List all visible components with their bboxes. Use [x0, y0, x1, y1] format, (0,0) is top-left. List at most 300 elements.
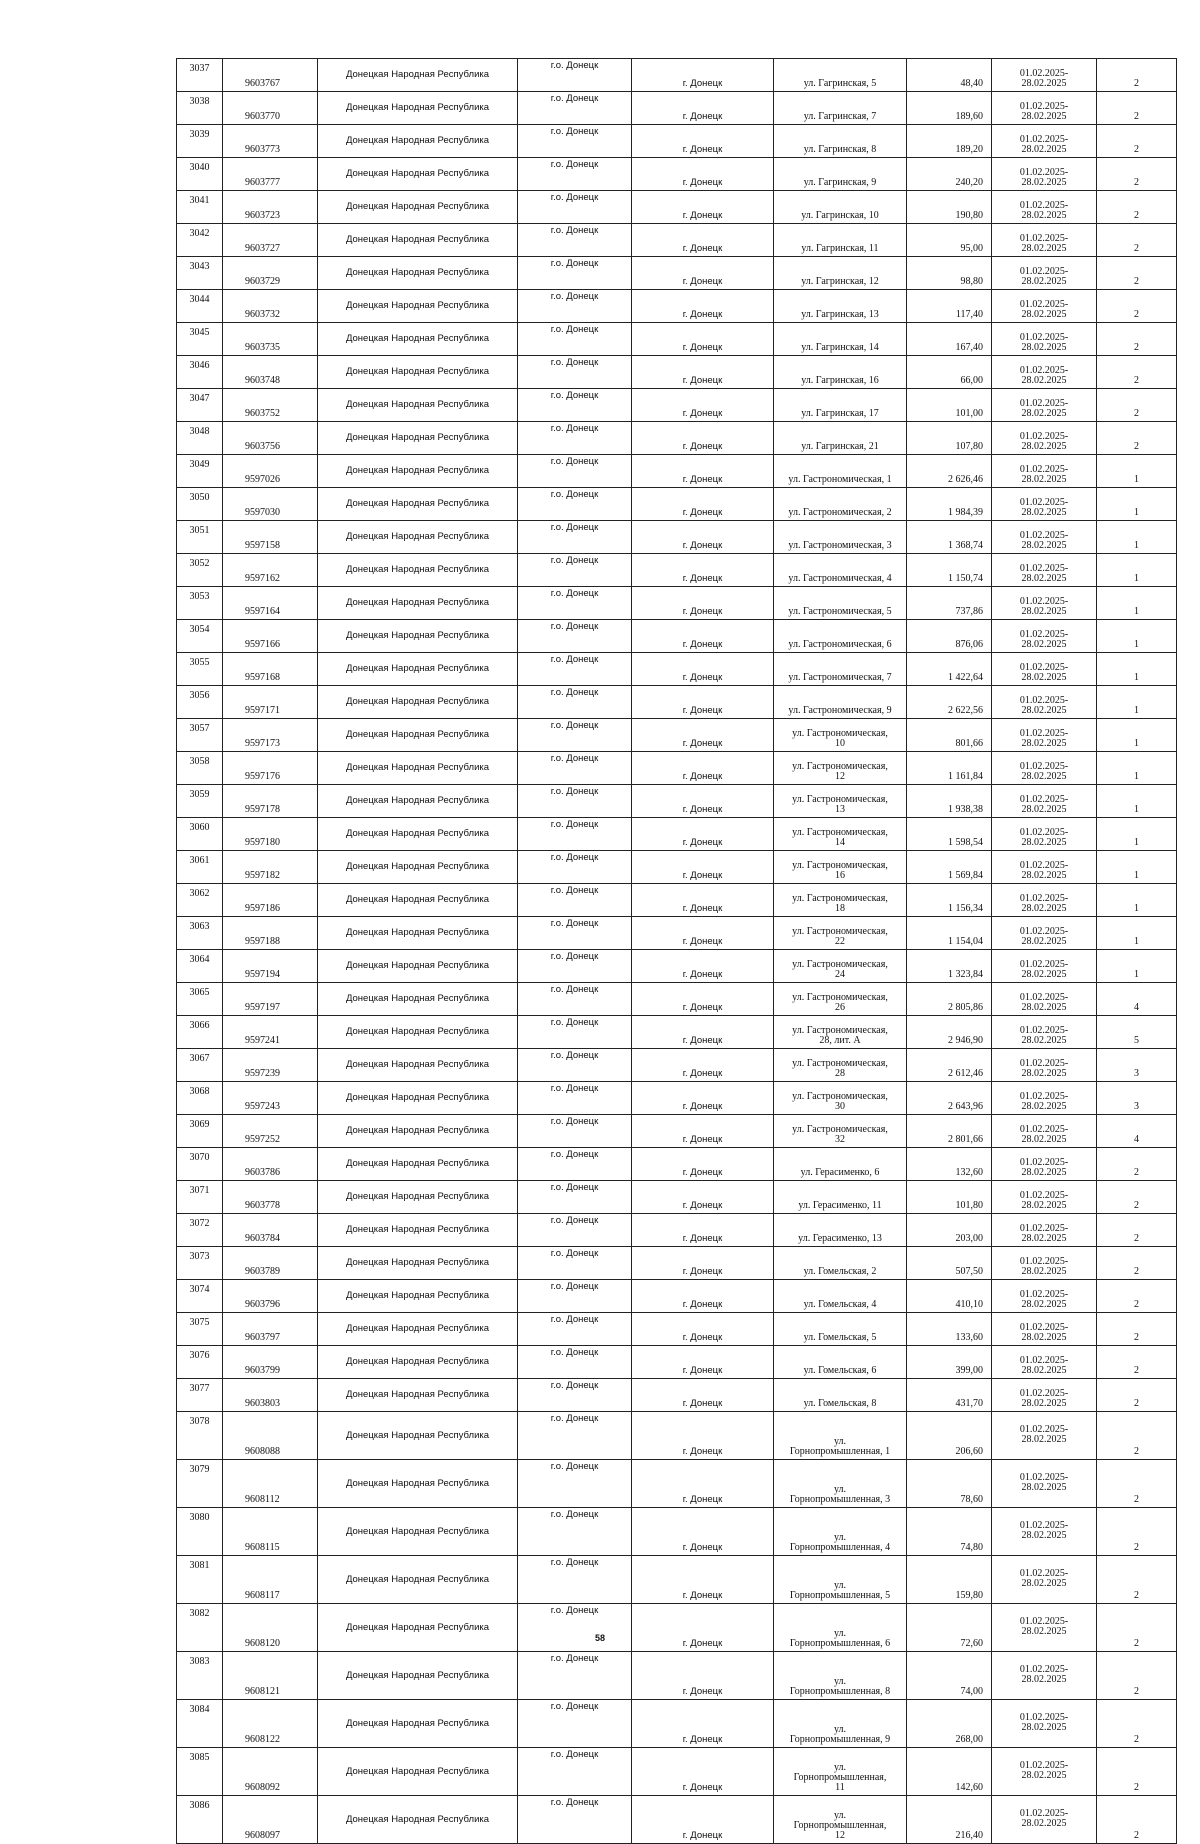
- type-code: 1: [1097, 587, 1177, 620]
- district-name: г.о. Донецк: [518, 1652, 632, 1700]
- object-code: 9597178: [223, 785, 318, 818]
- area-value: 240,20: [907, 158, 992, 191]
- row-number: 3081: [177, 1556, 223, 1604]
- street-address: ул. Гастрономическая, 12: [774, 752, 907, 785]
- city-name: г. Донецк: [632, 1214, 774, 1247]
- table-row: [177, 1016, 1177, 1049]
- district-name: г.о. Донецк: [518, 1280, 632, 1313]
- city-name: г. Донецк: [632, 1556, 774, 1604]
- district-name: г.о. Донецк: [518, 488, 632, 521]
- area-value: 95,00: [907, 224, 992, 257]
- table-row: [177, 1412, 1177, 1460]
- row-number: 3042: [177, 224, 223, 257]
- street-address: ул. Гастрономическая, 28: [774, 1049, 907, 1082]
- period-range: 01.02.2025- 28.02.2025: [992, 125, 1097, 158]
- city-name: г. Донецк: [632, 389, 774, 422]
- city-name: г. Донецк: [632, 917, 774, 950]
- region-name: Донецкая Народная Республика: [318, 356, 518, 389]
- table-row: [177, 686, 1177, 719]
- street-address: ул. Гомельская, 6: [774, 1346, 907, 1379]
- street-address: ул. Гомельская, 4: [774, 1280, 907, 1313]
- type-code: 2: [1097, 257, 1177, 290]
- object-code: 9603786: [223, 1148, 318, 1181]
- region-name: Донецкая Народная Республика: [318, 92, 518, 125]
- region-name: Донецкая Народная Республика: [318, 1652, 518, 1700]
- period-range: 01.02.2025- 28.02.2025: [992, 884, 1097, 917]
- region-name: Донецкая Народная Республика: [318, 983, 518, 1016]
- region-name: Донецкая Народная Республика: [318, 587, 518, 620]
- table-row: [177, 455, 1177, 488]
- row-number: 3066: [177, 1016, 223, 1049]
- city-name: г. Донецк: [632, 455, 774, 488]
- street-address: ул. Гагринская, 21: [774, 422, 907, 455]
- row-number: 3062: [177, 884, 223, 917]
- table-row: [177, 1556, 1177, 1604]
- region-name: Донецкая Народная Республика: [318, 422, 518, 455]
- street-address: ул. Гагринская, 16: [774, 356, 907, 389]
- object-code: 9603789: [223, 1247, 318, 1280]
- district-name: г.о. Донецк: [518, 950, 632, 983]
- area-value: 1 150,74: [907, 554, 992, 587]
- street-address: ул. Гагринская, 10: [774, 191, 907, 224]
- type-code: 2: [1097, 290, 1177, 323]
- object-code: 9597164: [223, 587, 318, 620]
- row-number: 3061: [177, 851, 223, 884]
- type-code: 2: [1097, 1313, 1177, 1346]
- city-name: г. Донецк: [632, 1280, 774, 1313]
- area-value: 268,00: [907, 1700, 992, 1748]
- region-name: Донецкая Народная Республика: [318, 125, 518, 158]
- region-name: Донецкая Народная Республика: [318, 1016, 518, 1049]
- period-range: 01.02.2025- 28.02.2025: [992, 1379, 1097, 1412]
- street-address: ул. Гастрономическая, 30: [774, 1082, 907, 1115]
- area-value: 431,70: [907, 1379, 992, 1412]
- period-range: 01.02.2025- 28.02.2025: [992, 1247, 1097, 1280]
- table-row: [177, 1796, 1177, 1844]
- district-name: г.о. Донецк: [518, 1181, 632, 1214]
- street-address: ул. Горнопромышленная, 4: [774, 1508, 907, 1556]
- object-code: 9603778: [223, 1181, 318, 1214]
- district-name: г.о. Донецк: [518, 257, 632, 290]
- street-address: ул. Гомельская, 5: [774, 1313, 907, 1346]
- type-code: 4: [1097, 983, 1177, 1016]
- type-code: 2: [1097, 1748, 1177, 1796]
- object-code: 9597241: [223, 1016, 318, 1049]
- city-name: г. Донецк: [632, 620, 774, 653]
- table-row: [177, 1604, 1177, 1652]
- city-name: г. Донецк: [632, 1796, 774, 1844]
- period-range: 01.02.2025- 28.02.2025: [992, 1016, 1097, 1049]
- street-address: ул. Горнопромышленная, 3: [774, 1460, 907, 1508]
- type-code: 1: [1097, 851, 1177, 884]
- type-code: 2: [1097, 158, 1177, 191]
- area-value: 98,80: [907, 257, 992, 290]
- period-range: 01.02.2025- 28.02.2025: [992, 1346, 1097, 1379]
- region-name: Донецкая Народная Республика: [318, 1379, 518, 1412]
- object-code: 9603797: [223, 1313, 318, 1346]
- type-code: 2: [1097, 389, 1177, 422]
- row-number: 3058: [177, 752, 223, 785]
- city-name: г. Донецк: [632, 785, 774, 818]
- object-code: 9597194: [223, 950, 318, 983]
- region-name: Донецкая Народная Республика: [318, 1280, 518, 1313]
- row-number: 3056: [177, 686, 223, 719]
- area-value: 876,06: [907, 620, 992, 653]
- type-code: 1: [1097, 884, 1177, 917]
- district-name: г.о. Донецк: [518, 1556, 632, 1604]
- street-address: ул. Гомельская, 8: [774, 1379, 907, 1412]
- area-value: 107,80: [907, 422, 992, 455]
- city-name: г. Донецк: [632, 1049, 774, 1082]
- period-range: 01.02.2025- 28.02.2025: [992, 1748, 1097, 1796]
- table-row: [177, 1379, 1177, 1412]
- region-name: Донецкая Народная Республика: [318, 1346, 518, 1379]
- city-name: г. Донецк: [632, 950, 774, 983]
- table-row: [177, 1247, 1177, 1280]
- district-name: г.о. Донецк: [518, 1700, 632, 1748]
- street-address: ул. Горнопромышленная, 11: [774, 1748, 907, 1796]
- region-name: Донецкая Народная Республика: [318, 488, 518, 521]
- period-range: 01.02.2025- 28.02.2025: [992, 158, 1097, 191]
- region-name: Донецкая Народная Республика: [318, 191, 518, 224]
- row-number: 3049: [177, 455, 223, 488]
- region-name: Донецкая Народная Республика: [318, 1148, 518, 1181]
- object-code: 9608088: [223, 1412, 318, 1460]
- page-number: 58: [594, 1633, 605, 1643]
- type-code: 1: [1097, 752, 1177, 785]
- area-value: 2 612,46: [907, 1049, 992, 1082]
- region-name: Донецкая Народная Республика: [318, 1214, 518, 1247]
- district-name: г.о. Донецк: [518, 1016, 632, 1049]
- row-number: 3054: [177, 620, 223, 653]
- city-name: г. Донецк: [632, 1748, 774, 1796]
- street-address: ул. Гастрономическая, 4: [774, 554, 907, 587]
- period-range: 01.02.2025- 28.02.2025: [992, 1082, 1097, 1115]
- type-code: 1: [1097, 620, 1177, 653]
- city-name: г. Донецк: [632, 191, 774, 224]
- city-name: г. Донецк: [632, 1313, 774, 1346]
- region-name: Донецкая Народная Республика: [318, 1508, 518, 1556]
- area-value: 410,10: [907, 1280, 992, 1313]
- district-name: г.о. Донецк: [518, 1313, 632, 1346]
- area-value: 117,40: [907, 290, 992, 323]
- type-code: 2: [1097, 224, 1177, 257]
- period-range: 01.02.2025- 28.02.2025: [992, 686, 1097, 719]
- district-name: г.о. Донецк: [518, 752, 632, 785]
- area-value: 507,50: [907, 1247, 992, 1280]
- city-name: г. Донецк: [632, 356, 774, 389]
- district-name: г.о. Донецк: [518, 851, 632, 884]
- row-number: 3048: [177, 422, 223, 455]
- area-value: 101,00: [907, 389, 992, 422]
- city-name: г. Донецк: [632, 1016, 774, 1049]
- row-number: 3069: [177, 1115, 223, 1148]
- street-address: ул. Герасименко, 13: [774, 1214, 907, 1247]
- city-name: г. Донецк: [632, 587, 774, 620]
- city-name: г. Донецк: [632, 1115, 774, 1148]
- city-name: г. Донецк: [632, 290, 774, 323]
- object-code: 9603767: [223, 59, 318, 92]
- row-number: 3059: [177, 785, 223, 818]
- table-row: [177, 1346, 1177, 1379]
- district-name: г.о. Донецк: [518, 92, 632, 125]
- street-address: ул. Гагринская, 5: [774, 59, 907, 92]
- area-value: 399,00: [907, 1346, 992, 1379]
- region-name: Донецкая Народная Республика: [318, 521, 518, 554]
- area-value: 1 156,34: [907, 884, 992, 917]
- city-name: г. Донецк: [632, 1412, 774, 1460]
- table-row: [177, 1115, 1177, 1148]
- period-range: 01.02.2025- 28.02.2025: [992, 1556, 1097, 1604]
- city-name: г. Донецк: [632, 1652, 774, 1700]
- period-range: 01.02.2025- 28.02.2025: [992, 752, 1097, 785]
- street-address: ул. Гагринская, 9: [774, 158, 907, 191]
- object-code: 9597180: [223, 818, 318, 851]
- row-number: 3083: [177, 1652, 223, 1700]
- row-number: 3070: [177, 1148, 223, 1181]
- object-code: 9603773: [223, 125, 318, 158]
- city-name: г. Донецк: [632, 884, 774, 917]
- city-name: г. Донецк: [632, 1460, 774, 1508]
- period-range: 01.02.2025- 28.02.2025: [992, 983, 1097, 1016]
- district-name: г.о. Донецк: [518, 1412, 632, 1460]
- period-range: 01.02.2025- 28.02.2025: [992, 1508, 1097, 1556]
- street-address: ул. Гастрономическая, 18: [774, 884, 907, 917]
- district-name: г.о. Донецк: [518, 422, 632, 455]
- area-value: 74,00: [907, 1652, 992, 1700]
- city-name: г. Донецк: [632, 323, 774, 356]
- table-row: [177, 653, 1177, 686]
- object-code: 9597197: [223, 983, 318, 1016]
- table-row: [177, 290, 1177, 323]
- object-code: 9597188: [223, 917, 318, 950]
- table-row: [177, 1214, 1177, 1247]
- period-range: 01.02.2025- 28.02.2025: [992, 224, 1097, 257]
- region-name: Донецкая Народная Республика: [318, 1247, 518, 1280]
- district-name: г.о. Донецк: [518, 917, 632, 950]
- row-number: 3038: [177, 92, 223, 125]
- type-code: 1: [1097, 686, 1177, 719]
- period-range: 01.02.2025- 28.02.2025: [992, 1181, 1097, 1214]
- table-row: [177, 1508, 1177, 1556]
- area-value: 189,60: [907, 92, 992, 125]
- object-code: 9608097: [223, 1796, 318, 1844]
- row-number: 3065: [177, 983, 223, 1016]
- region-name: Донецкая Народная Республика: [318, 851, 518, 884]
- object-code: 9608115: [223, 1508, 318, 1556]
- district-name: г.о. Донецк: [518, 224, 632, 257]
- region-name: Донецкая Народная Республика: [318, 158, 518, 191]
- area-value: 1 569,84: [907, 851, 992, 884]
- object-code: 9608122: [223, 1700, 318, 1748]
- table-row: [177, 1280, 1177, 1313]
- area-value: 190,80: [907, 191, 992, 224]
- object-code: 9603732: [223, 290, 318, 323]
- district-name: г.о. Донецк: [518, 1247, 632, 1280]
- type-code: 3: [1097, 1049, 1177, 1082]
- region-name: Донецкая Народная Республика: [318, 257, 518, 290]
- city-name: г. Донецк: [632, 59, 774, 92]
- street-address: ул. Горнопромышленная, 12: [774, 1796, 907, 1844]
- district-name: г.о. Донецк: [518, 1148, 632, 1181]
- region-name: Донецкая Народная Республика: [318, 1748, 518, 1796]
- street-address: ул. Горнопромышленная, 5: [774, 1556, 907, 1604]
- area-value: 2 805,86: [907, 983, 992, 1016]
- object-code: 9608120: [223, 1604, 318, 1652]
- district-name: г.о. Донецк: [518, 1214, 632, 1247]
- type-code: 2: [1097, 59, 1177, 92]
- area-value: 1 598,54: [907, 818, 992, 851]
- object-code: 9603729: [223, 257, 318, 290]
- object-code: 9603803: [223, 1379, 318, 1412]
- registry-table: [176, 58, 1177, 1844]
- street-address: ул. Гагринская, 14: [774, 323, 907, 356]
- period-range: 01.02.2025- 28.02.2025: [992, 1700, 1097, 1748]
- row-number: 3050: [177, 488, 223, 521]
- object-code: 9597243: [223, 1082, 318, 1115]
- area-value: 1 161,84: [907, 752, 992, 785]
- table-row: [177, 818, 1177, 851]
- street-address: ул. Гагринская, 12: [774, 257, 907, 290]
- city-name: г. Донецк: [632, 752, 774, 785]
- table-row: [177, 917, 1177, 950]
- table-row: [177, 125, 1177, 158]
- district-name: г.о. Донецк: [518, 59, 632, 92]
- region-name: Донецкая Народная Республика: [318, 752, 518, 785]
- city-name: г. Донецк: [632, 488, 774, 521]
- period-range: 01.02.2025- 28.02.2025: [992, 719, 1097, 752]
- row-number: 3085: [177, 1748, 223, 1796]
- city-name: г. Донецк: [632, 1379, 774, 1412]
- type-code: 5: [1097, 1016, 1177, 1049]
- object-code: 9603752: [223, 389, 318, 422]
- street-address: ул. Герасименко, 11: [774, 1181, 907, 1214]
- region-name: Донецкая Народная Республика: [318, 1556, 518, 1604]
- street-address: ул. Гастрономическая, 16: [774, 851, 907, 884]
- period-range: 01.02.2025- 28.02.2025: [992, 917, 1097, 950]
- street-address: ул. Гастрономическая, 24: [774, 950, 907, 983]
- row-number: 3067: [177, 1049, 223, 1082]
- region-name: Донецкая Народная Республика: [318, 719, 518, 752]
- row-number: 3047: [177, 389, 223, 422]
- table-row: [177, 1049, 1177, 1082]
- period-range: 01.02.2025- 28.02.2025: [992, 653, 1097, 686]
- table-row: [177, 851, 1177, 884]
- type-code: 1: [1097, 455, 1177, 488]
- city-name: г. Донецк: [632, 92, 774, 125]
- area-value: 78,60: [907, 1460, 992, 1508]
- period-range: 01.02.2025- 28.02.2025: [992, 59, 1097, 92]
- district-name: г.о. Донецк: [518, 125, 632, 158]
- city-name: г. Донецк: [632, 653, 774, 686]
- city-name: г. Донецк: [632, 1604, 774, 1652]
- row-number: 3052: [177, 554, 223, 587]
- district-name: г.о. Донецк: [518, 1049, 632, 1082]
- type-code: 2: [1097, 125, 1177, 158]
- type-code: 2: [1097, 92, 1177, 125]
- street-address: ул. Гагринская, 17: [774, 389, 907, 422]
- district-name: г.о. Донецк: [518, 620, 632, 653]
- table-row: [177, 158, 1177, 191]
- region-name: Донецкая Народная Республика: [318, 884, 518, 917]
- object-code: 9597173: [223, 719, 318, 752]
- region-name: Донецкая Народная Республика: [318, 1181, 518, 1214]
- street-address: ул. Гастрономическая, 10: [774, 719, 907, 752]
- row-number: 3055: [177, 653, 223, 686]
- period-range: 01.02.2025- 28.02.2025: [992, 356, 1097, 389]
- period-range: 01.02.2025- 28.02.2025: [992, 1604, 1097, 1652]
- object-code: 9597026: [223, 455, 318, 488]
- type-code: 2: [1097, 1412, 1177, 1460]
- type-code: 1: [1097, 785, 1177, 818]
- row-number: 3041: [177, 191, 223, 224]
- city-name: г. Донецк: [632, 158, 774, 191]
- area-value: 66,00: [907, 356, 992, 389]
- table-row: [177, 1748, 1177, 1796]
- row-number: 3057: [177, 719, 223, 752]
- table-row: [177, 1148, 1177, 1181]
- period-range: 01.02.2025- 28.02.2025: [992, 488, 1097, 521]
- type-code: 1: [1097, 488, 1177, 521]
- row-number: 3078: [177, 1412, 223, 1460]
- region-name: Донецкая Народная Республика: [318, 818, 518, 851]
- district-name: г.о. Донецк: [518, 389, 632, 422]
- area-value: 1 422,64: [907, 653, 992, 686]
- row-number: 3076: [177, 1346, 223, 1379]
- area-value: 737,86: [907, 587, 992, 620]
- area-value: 203,00: [907, 1214, 992, 1247]
- period-range: 01.02.2025- 28.02.2025: [992, 323, 1097, 356]
- row-number: 3084: [177, 1700, 223, 1748]
- table-row: [177, 752, 1177, 785]
- object-code: 9597182: [223, 851, 318, 884]
- type-code: 2: [1097, 1379, 1177, 1412]
- object-code: 9597168: [223, 653, 318, 686]
- region-name: Донецкая Народная Республика: [318, 455, 518, 488]
- type-code: 1: [1097, 950, 1177, 983]
- object-code: 9608092: [223, 1748, 318, 1796]
- type-code: 2: [1097, 1460, 1177, 1508]
- region-name: Донецкая Народная Республика: [318, 1082, 518, 1115]
- table-row: [177, 587, 1177, 620]
- object-code: 9608112: [223, 1460, 318, 1508]
- period-range: 01.02.2025- 28.02.2025: [992, 92, 1097, 125]
- area-value: 2 801,66: [907, 1115, 992, 1148]
- row-number: 3039: [177, 125, 223, 158]
- district-name: г.о. Донецк: [518, 1508, 632, 1556]
- area-value: 159,80: [907, 1556, 992, 1604]
- period-range: 01.02.2025- 28.02.2025: [992, 587, 1097, 620]
- region-name: Донецкая Народная Республика: [318, 785, 518, 818]
- row-number: 3053: [177, 587, 223, 620]
- row-number: 3075: [177, 1313, 223, 1346]
- type-code: 2: [1097, 356, 1177, 389]
- object-code: 9608117: [223, 1556, 318, 1604]
- row-number: 3045: [177, 323, 223, 356]
- period-range: 01.02.2025- 28.02.2025: [992, 785, 1097, 818]
- type-code: 2: [1097, 422, 1177, 455]
- type-code: 2: [1097, 1214, 1177, 1247]
- district-name: г.о. Донецк: [518, 818, 632, 851]
- city-name: г. Донецк: [632, 224, 774, 257]
- period-range: 01.02.2025- 28.02.2025: [992, 851, 1097, 884]
- object-code: 9597239: [223, 1049, 318, 1082]
- object-code: 9603735: [223, 323, 318, 356]
- district-name: г.о. Донецк: [518, 1346, 632, 1379]
- period-range: 01.02.2025- 28.02.2025: [992, 191, 1097, 224]
- area-value: 74,80: [907, 1508, 992, 1556]
- type-code: 2: [1097, 1148, 1177, 1181]
